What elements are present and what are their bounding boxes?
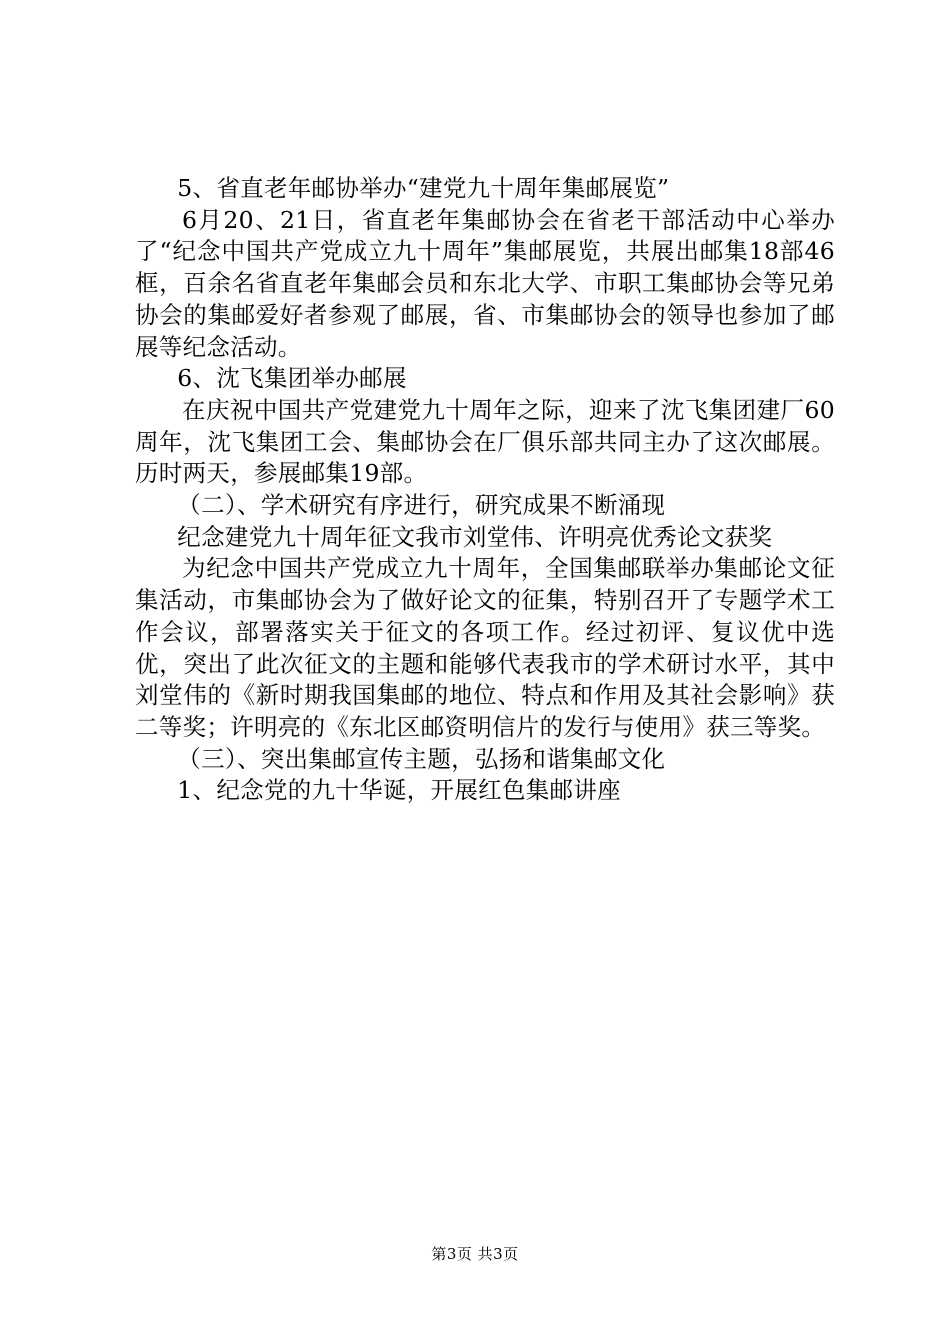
paragraph-exhibition-details: 6月20、21日，省直老年集邮协会在省老干部活动中心举办了“纪念中国共产党成立九十周年”集邮展览，共展出邮集18部46框，百余名省直老年集邮会员和东北大学、市职工集邮协会等兄弟协会的集邮爱好者参观了邮展，省、市集邮协会的领导也参加了邮展等纪念活动。 [135, 205, 835, 361]
page-footer: 第3页 共3页 [431, 1245, 519, 1263]
paragraph-heading-5: 5、省直老年邮协举办“建党九十周年集邮展览” [177, 174, 670, 202]
paragraph-essay-award-title: 纪念建党九十周年征文我市刘堂伟、许明亮优秀论文获奖 [177, 522, 773, 551]
paragraph-section-2-heading: （二）、学术研究有序进行，研究成果不断涌现 [177, 491, 666, 520]
paragraph-heading-6: 6、沈飞集团举办邮展 [177, 364, 407, 393]
paragraph-shenfei-exhibition: 在庆祝中国共产党建党九十周年之际，迎来了沈飞集团建厂60周年，沈飞集团工会、集邮协会在厂俱乐部共同主办了这次邮展。历时两天，参展邮集19部。 [135, 395, 835, 488]
paragraph-section-3-heading: （三）、突出集邮宣传主题，弘扬和谐集邮文化 [177, 744, 666, 773]
document-body [135, 173, 835, 807]
paragraph-item-1-heading: 1、纪念党的九十华诞，开展红色集邮讲座 [177, 776, 621, 805]
paragraph-essay-details: 为纪念中国共产党成立九十周年，全国集邮联举办集邮论文征集活动，市集邮协会为了做好论文的征集，特别召开了专题学术工作会议，部署落实关于征文的各项工作。经过初评、复议优中选优，突出了此次征文的主题和能够代表我市的学术研讨水平，其中刘堂伟的《新时期我国集邮的地位、特点和作用及其社会影响》获二等奖；许明亮的《东北区邮资明信片的发行与使用》获三等奖。 [135, 554, 835, 741]
